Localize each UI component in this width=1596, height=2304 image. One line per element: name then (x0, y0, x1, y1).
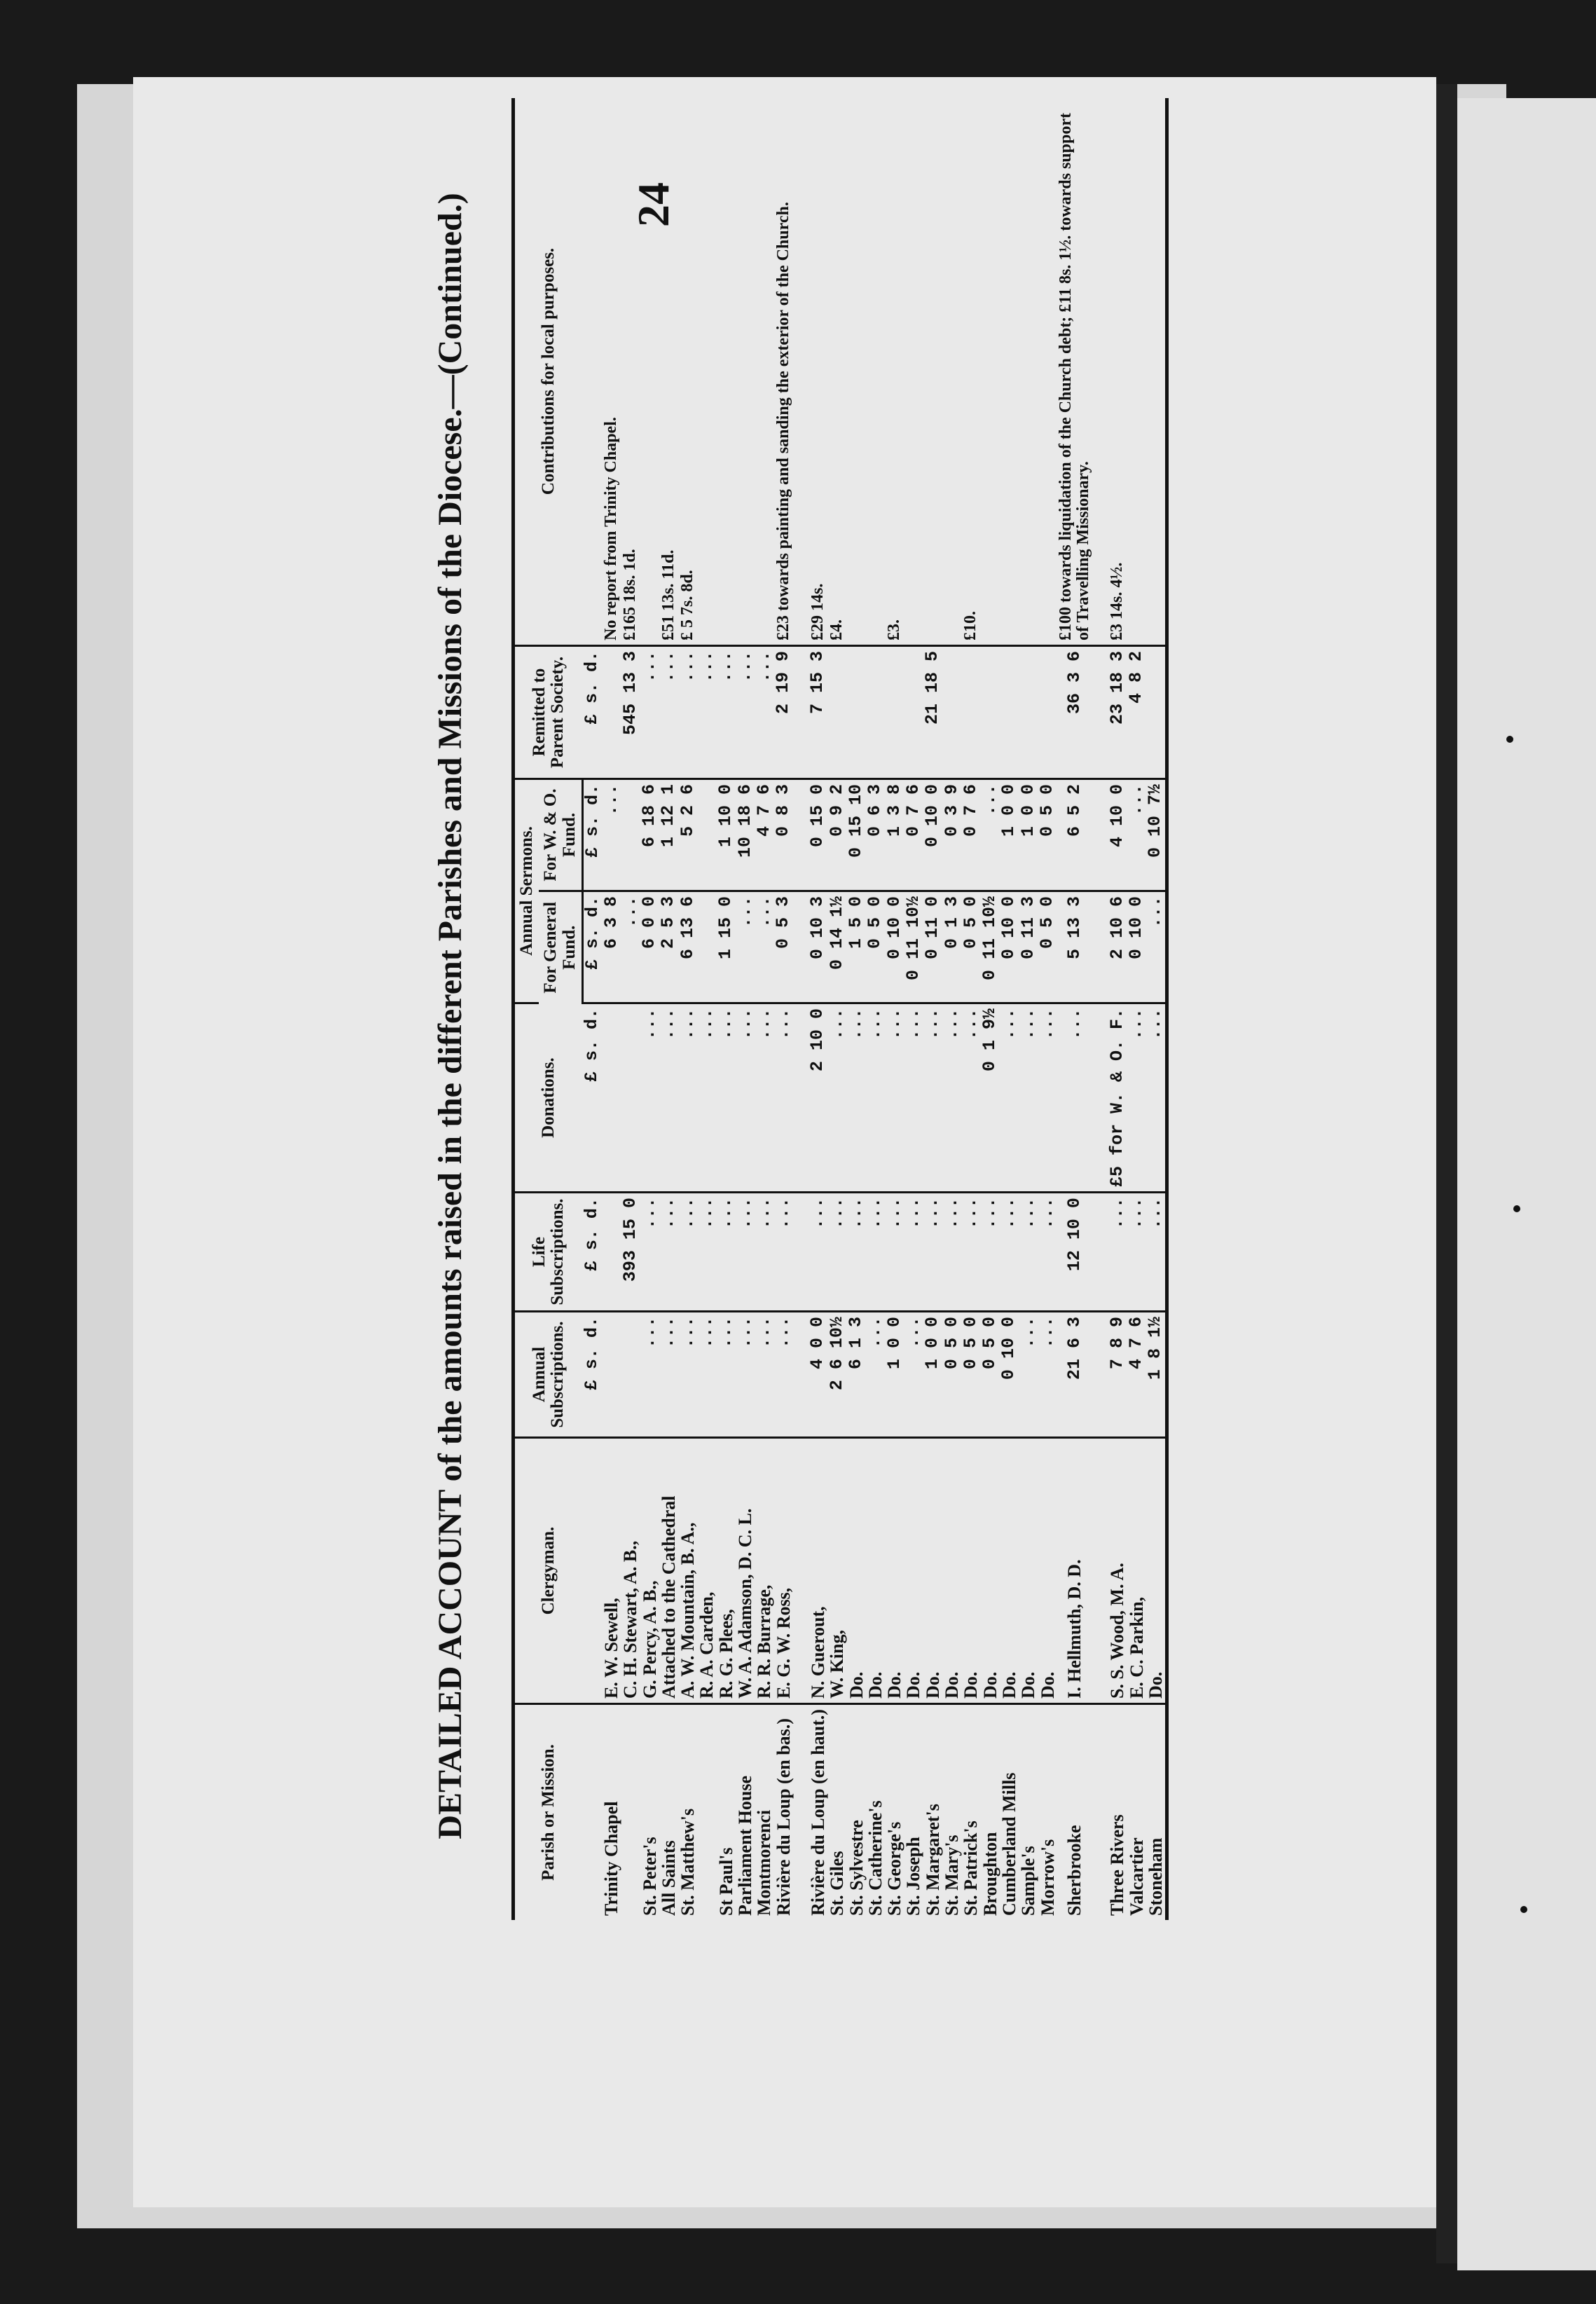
parish-cell: Sample's (1018, 1846, 1039, 1916)
annual-subscription-cell: 2 6 10½ (827, 1312, 846, 1438)
unit-label: £ s. d. (582, 646, 602, 779)
local-purposes-cell: £10. (961, 98, 980, 646)
annual-subscription-cell: ... (904, 1312, 923, 1438)
col-remitted: Remitted to Parent Society. (514, 646, 583, 779)
local-purposes-cell (717, 98, 736, 646)
annual-subscription-cell: ... (659, 1312, 678, 1438)
general-fund-cell: ... (1146, 891, 1167, 1003)
unit-label: £ s. d. (582, 1193, 602, 1312)
general-fund-cell: 0 10 3 (809, 891, 827, 1003)
life-subscription-cell: ... (774, 1193, 793, 1312)
table-row (1127, 98, 1146, 1920)
general-fund-cell: 0 10 0 (1000, 891, 1019, 1003)
remitted-cell (942, 646, 961, 779)
remitted-cell (981, 646, 1000, 779)
general-fund-cell: 0 14 1½ (827, 891, 846, 1003)
table-row (866, 98, 885, 1920)
parish-cell (697, 1704, 716, 1920)
annual-subscription-cell: 0 10 0 (1000, 1312, 1019, 1438)
col-clergyman: Clergyman. (514, 1438, 583, 1704)
table-row (847, 98, 866, 1920)
table-row (1019, 98, 1038, 1920)
general-fund-cell (697, 891, 716, 1003)
general-fund-cell: 1 5 0 (847, 891, 866, 1003)
donation-cell: ... (1000, 1003, 1019, 1193)
remitted-cell: 2 19 9 (774, 646, 793, 779)
wo-fund-cell: 1 0 0 (1019, 779, 1038, 891)
general-fund-cell: 2 10 6 (1108, 891, 1127, 1003)
clergyman-cell: I. Hellmuth, D. D. (1057, 1438, 1092, 1704)
life-subscription-cell: ... (1019, 1193, 1038, 1312)
table-row (1146, 98, 1167, 1920)
general-fund-cell: 0 5 0 (866, 891, 885, 1003)
annual-subscription-cell: ... (774, 1312, 793, 1438)
life-subscription-cell: ... (678, 1193, 697, 1312)
local-purposes-cell: £ 5 7s. 8d. (678, 98, 697, 646)
annual-subscription-cell: 0 5 0 (961, 1312, 980, 1438)
donation-cell: ... (1146, 1003, 1167, 1193)
general-fund-cell: 0 5 0 (961, 891, 980, 1003)
life-subscription-cell: ... (736, 1193, 755, 1312)
wo-fund-cell: ... (602, 779, 621, 891)
parish-cell: Trinity Chapel (601, 1801, 621, 1916)
annual-subscription-cell: ... (866, 1312, 885, 1438)
general-fund-cell: 6 13 6 (678, 891, 697, 1003)
page-heading: DETAILED ACCOUNT of the amounts raised in the different Parishes and Missions of the Diocese.—(Continued.) (432, 193, 469, 1839)
general-fund-cell: 0 11 10½ (904, 891, 923, 1003)
annual-subscription-cell: ... (736, 1312, 755, 1438)
rotated-page-content (259, 98, 1408, 2116)
page-number: 24 (628, 182, 678, 227)
parish-cell (621, 1704, 640, 1920)
table-row (774, 98, 793, 1920)
general-fund-cell: 6 3 8 (602, 891, 621, 1003)
clergyman-cell: Do. (847, 1438, 866, 1704)
table-row (697, 98, 716, 1920)
local-purposes-cell: £23 towards painting and sanding the exterior of the Church. (774, 98, 793, 646)
life-subscription-cell: ... (1108, 1193, 1127, 1312)
local-purposes-cell (847, 98, 866, 646)
clergyman-cell: A. W. Mountain, B. A., (678, 1438, 697, 1704)
clergyman-cell: G. Percy, A. B., (640, 1438, 659, 1704)
col-wo-fund: For W. & O. Fund. (539, 779, 582, 891)
parish-cell: Cumberland Mills (998, 1772, 1019, 1916)
life-subscription-cell: ... (1038, 1193, 1057, 1312)
table-row (904, 98, 923, 1920)
annual-subscription-cell: 1 0 0 (885, 1312, 904, 1438)
remitted-cell (961, 646, 980, 779)
wo-fund-cell: 0 8 3 (774, 779, 793, 891)
wo-fund-cell (621, 779, 640, 891)
parish-cell: St. Mary's (942, 1835, 963, 1916)
donation-cell: ... (697, 1003, 716, 1193)
ink-speck (1513, 1205, 1520, 1212)
annual-subscription-cell: ... (1019, 1312, 1038, 1438)
remitted-cell (1146, 646, 1167, 779)
wo-fund-cell: 0 7 6 (961, 779, 980, 891)
annual-subscription-cell: 0 5 0 (981, 1312, 1000, 1438)
wo-fund-cell: 1 12 1 (659, 779, 678, 891)
life-subscription-cell: ... (1000, 1193, 1019, 1312)
clergyman-cell: R. R. Burrage, (755, 1438, 773, 1704)
unit-label: £ s. d. (582, 1312, 602, 1438)
donation-cell: ... (736, 1003, 755, 1193)
wo-fund-cell: 4 7 6 (755, 779, 773, 891)
wo-fund-cell: 6 5 2 (1057, 779, 1092, 891)
table-row (717, 98, 736, 1920)
book-spine (1436, 84, 1457, 2263)
local-purposes-cell (640, 98, 659, 646)
remitted-cell: ... (659, 646, 678, 779)
remitted-cell: ... (717, 646, 736, 779)
wo-fund-cell: 0 3 9 (942, 779, 961, 891)
parish-cell: Parliament House (735, 1775, 756, 1916)
table-row (923, 98, 942, 1920)
annual-subscription-cell: ... (678, 1312, 697, 1438)
general-fund-cell: 2 5 3 (659, 891, 678, 1003)
life-subscription-cell: ... (697, 1193, 716, 1312)
parish-cell: St. Matthew's (677, 1808, 699, 1916)
wo-fund-cell: 1 0 0 (1000, 779, 1019, 891)
remitted-cell: 545 13 3 (621, 646, 640, 779)
table-row (640, 98, 659, 1920)
general-fund-cell: ... (736, 891, 755, 1003)
remitted-cell: ... (736, 646, 755, 779)
general-fund-cell: 0 1 3 (942, 891, 961, 1003)
annual-subscription-cell: ... (1038, 1312, 1057, 1438)
clergyman-cell: Attached to the Cathedral (659, 1438, 678, 1704)
parish-cell: St. Joseph (903, 1837, 924, 1916)
clergyman-cell: E. C. Parkin, (1127, 1438, 1146, 1704)
remitted-cell: ... (697, 646, 716, 779)
clergyman-cell: Do. (885, 1438, 904, 1704)
general-fund-cell: 0 11 10½ (981, 891, 1000, 1003)
table-row (1108, 98, 1127, 1920)
life-subscription-cell: ... (904, 1193, 923, 1312)
life-subscription-cell: ... (923, 1193, 942, 1312)
local-purposes-cell (942, 98, 961, 646)
local-purposes-cell (1038, 98, 1057, 646)
wo-fund-cell: ... (1127, 779, 1146, 891)
wo-fund-cell: 0 15 0 (809, 779, 827, 891)
table-row (1000, 98, 1019, 1920)
col-annual-sermons: Annual Sermons. (514, 779, 539, 1003)
clergyman-cell: Do. (923, 1438, 942, 1704)
local-purposes-cell (697, 98, 716, 646)
annual-subscription-cell: ... (640, 1312, 659, 1438)
local-purposes-cell (981, 98, 1000, 646)
spacer-row (793, 98, 809, 1920)
remitted-cell (602, 646, 621, 779)
annual-subscription-cell: 1 8 1½ (1146, 1312, 1167, 1438)
parish-cell: St Paul's (715, 1847, 736, 1916)
wo-fund-cell: 0 9 2 (827, 779, 846, 891)
clergyman-cell: E. W. Sewell, (602, 1438, 621, 1704)
annual-subscription-cell: 7 8 9 (1108, 1312, 1127, 1438)
life-subscription-cell: ... (827, 1193, 846, 1312)
remitted-cell: ... (678, 646, 697, 779)
remitted-cell (904, 646, 923, 779)
remitted-cell (1000, 646, 1019, 779)
facing-page (1457, 98, 1596, 2270)
wo-fund-cell: 1 3 8 (885, 779, 904, 891)
life-subscription-cell: ... (981, 1193, 1000, 1312)
clergyman-cell: Do. (981, 1438, 1000, 1704)
clergyman-cell: Do. (1000, 1438, 1019, 1704)
wo-fund-cell: ... (981, 779, 1000, 891)
local-purposes-cell: £29 14s. (809, 98, 827, 646)
life-subscription-cell (602, 1193, 621, 1312)
donation-cell: ... (847, 1003, 866, 1193)
annual-subscription-cell: ... (755, 1312, 773, 1438)
table-row (942, 98, 961, 1920)
local-purposes-cell (1127, 98, 1146, 646)
life-subscription-cell: ... (885, 1193, 904, 1312)
local-purposes-cell (1019, 98, 1038, 646)
donation-cell: ... (717, 1003, 736, 1193)
annual-subscription-cell (621, 1312, 640, 1438)
local-purposes-cell (1146, 98, 1167, 646)
local-purposes-cell: No report from Trinity Chapel. (602, 98, 621, 646)
parish-cell: Morrow's (1037, 1839, 1058, 1916)
col-donations: Donations. (514, 1003, 583, 1193)
annual-subscription-cell: 21 6 3 (1057, 1312, 1092, 1438)
table-row (981, 98, 1000, 1920)
life-subscription-cell: 393 15 0 (621, 1193, 640, 1312)
account-table (511, 98, 1169, 1920)
parish-cell: Montmorenci (754, 1809, 775, 1916)
remitted-cell: 4 8 2 (1127, 646, 1146, 779)
local-purposes-cell: £100 towards liquidation of the Church debt; £11 8s. 1½. towards support of Travelling Missionary. (1057, 98, 1092, 646)
remitted-cell (847, 646, 866, 779)
annual-subscription-cell: ... (717, 1312, 736, 1438)
wo-fund-cell: 0 15 10 (847, 779, 866, 891)
annual-subscription-cell: 1 0 0 (923, 1312, 942, 1438)
remitted-cell: 36 3 6 (1057, 646, 1092, 779)
local-purposes-cell: £3. (885, 98, 904, 646)
annual-subscription-cell: 0 5 0 (942, 1312, 961, 1438)
table-row (809, 98, 827, 1920)
table-row (1038, 98, 1057, 1920)
parish-cell: All Saints (658, 1840, 679, 1916)
col-life-subscriptions: Life Subscriptions. (514, 1193, 583, 1312)
clergyman-cell: N. Guerout, (809, 1438, 827, 1704)
remitted-cell: 7 15 3 (809, 646, 827, 779)
table-row (961, 98, 980, 1920)
local-purposes-cell (1000, 98, 1019, 646)
clergyman-cell: Do. (866, 1438, 885, 1704)
donation-cell: ... (923, 1003, 942, 1193)
general-fund-cell: 0 11 3 (1019, 891, 1038, 1003)
parish-cell: Broughton (979, 1832, 1000, 1916)
donation-cell (602, 1003, 621, 1193)
general-fund-cell: 0 5 3 (774, 891, 793, 1003)
parish-cell: St. Sylvestre (846, 1820, 867, 1916)
parish-cell: Three Rivers (1107, 1814, 1128, 1916)
life-subscription-cell: ... (1127, 1193, 1146, 1312)
annual-subscription-cell: 4 7 6 (1127, 1312, 1146, 1438)
donation-cell: ... (827, 1003, 846, 1193)
donation-cell: ... (774, 1003, 793, 1193)
general-fund-cell: 0 5 0 (1038, 891, 1057, 1003)
wo-fund-cell: 0 7 6 (904, 779, 923, 891)
unit-row (582, 98, 602, 1920)
clergyman-cell: S. S. Wood, M. A. (1108, 1438, 1127, 1704)
remitted-cell (1019, 646, 1038, 779)
parish-cell: Rivière du Loup (en bas.) (773, 1718, 794, 1916)
general-fund-cell: 6 0 0 (640, 891, 659, 1003)
life-subscription-cell: ... (640, 1193, 659, 1312)
life-subscription-cell: 12 10 0 (1057, 1193, 1092, 1312)
donation-cell: ... (866, 1003, 885, 1193)
life-subscription-cell: ... (942, 1193, 961, 1312)
life-subscription-cell: ... (809, 1193, 827, 1312)
ink-speck (1520, 1906, 1527, 1913)
spacer-row (1092, 98, 1108, 1920)
donation-cell: ... (678, 1003, 697, 1193)
remitted-cell (866, 646, 885, 779)
wo-fund-cell: 1 10 0 (717, 779, 736, 891)
parish-cell: Rivière du Loup (en haut.) (807, 1709, 828, 1916)
life-subscription-cell: ... (1146, 1193, 1167, 1312)
parish-cell: Stoneham (1146, 1704, 1167, 1920)
unit-label: £ s. d. (582, 779, 602, 891)
table-row (885, 98, 904, 1920)
wo-fund-cell: 10 18 6 (736, 779, 755, 891)
clergyman-cell: E. G. W. Ross, (774, 1438, 793, 1704)
donation-cell: ... (961, 1003, 980, 1193)
donation-cell: ... (1019, 1003, 1038, 1193)
donation-cell: £5 for W. & O. F. (1108, 1003, 1127, 1193)
wo-fund-cell: 0 10 7½ (1146, 779, 1167, 891)
col-general-fund: For General Fund. (539, 891, 582, 1003)
wo-fund-cell: 0 10 0 (923, 779, 942, 891)
life-subscription-cell: ... (961, 1193, 980, 1312)
donation-cell: ... (640, 1003, 659, 1193)
account-table-wrapper (511, 98, 1408, 1920)
annual-subscription-cell: ... (697, 1312, 716, 1438)
remitted-cell (827, 646, 846, 779)
unit-label: £ s. d. (582, 1003, 602, 1193)
wo-fund-cell: 6 18 6 (640, 779, 659, 891)
clergyman-cell: Do. (961, 1438, 980, 1704)
clergyman-cell: R. G. Plees, (717, 1438, 736, 1704)
col-parish: Parish or Mission. (514, 1704, 583, 1920)
general-fund-cell: 0 11 0 (923, 891, 942, 1003)
donation-cell: ... (659, 1003, 678, 1193)
local-purposes-cell: £51 13s. 11d. (659, 98, 678, 646)
clergyman-cell: Do. (942, 1438, 961, 1704)
general-fund-cell: 5 13 3 (1057, 891, 1092, 1003)
donation-cell: ... (1038, 1003, 1057, 1193)
parish-cell: St. Catherine's (865, 1800, 886, 1916)
local-purposes-cell: £165 18s. 1d. (621, 98, 640, 646)
donation-cell: ... (1127, 1003, 1146, 1193)
donation-cell (621, 1003, 640, 1193)
life-subscription-cell: ... (755, 1193, 773, 1312)
parish-cell: Valcartier (1126, 1837, 1147, 1916)
table-row (827, 98, 846, 1920)
parish-cell: St. Patrick's (961, 1820, 982, 1916)
local-purposes-cell (923, 98, 942, 646)
wo-fund-cell (697, 779, 716, 891)
general-fund-cell: ... (755, 891, 773, 1003)
general-fund-cell: ... (621, 891, 640, 1003)
donation-cell: ... (942, 1003, 961, 1193)
life-subscription-cell: ... (866, 1193, 885, 1312)
local-purposes-cell (736, 98, 755, 646)
table-row (602, 98, 621, 1920)
local-purposes-cell (866, 98, 885, 646)
table-row (678, 98, 697, 1920)
local-purposes-cell (904, 98, 923, 646)
donation-cell: 0 1 9½ (981, 1003, 1000, 1193)
clergyman-cell: W. King, (827, 1438, 846, 1704)
donation-cell: ... (1057, 1003, 1092, 1193)
clergyman-cell: Do. (1019, 1438, 1038, 1704)
parish-cell: St. Giles (827, 1851, 848, 1916)
annual-subscription-cell: 4 0 0 (809, 1312, 827, 1438)
donation-cell: ... (885, 1003, 904, 1193)
local-purposes-cell (755, 98, 773, 646)
table-row (736, 98, 755, 1920)
life-subscription-cell: ... (717, 1193, 736, 1312)
wo-fund-cell: 4 10 0 (1108, 779, 1127, 891)
remitted-cell: 21 18 5 (923, 646, 942, 779)
remitted-cell (885, 646, 904, 779)
parish-cell: Sherbrooke (1064, 1825, 1085, 1916)
clergyman-cell: R. A. Carden, (697, 1438, 716, 1704)
clergyman-cell: W. A. Adamson, D. C. L. (736, 1438, 755, 1704)
wo-fund-cell: 0 6 3 (866, 779, 885, 891)
parish-cell: St. Margaret's (922, 1804, 943, 1916)
donation-cell: ... (904, 1003, 923, 1193)
donation-cell: ... (755, 1003, 773, 1193)
general-fund-cell: 0 10 0 (1127, 891, 1146, 1003)
wo-fund-cell: 0 5 0 (1038, 779, 1057, 891)
parish-cell: St. George's (884, 1821, 905, 1916)
wo-fund-cell: 5 2 6 (678, 779, 697, 891)
table-row (1057, 98, 1092, 1920)
remitted-cell (1038, 646, 1057, 779)
local-purposes-cell: £3 14s. 4½. (1108, 98, 1127, 646)
life-subscription-cell: ... (659, 1193, 678, 1312)
general-fund-cell: 0 10 0 (885, 891, 904, 1003)
clergyman-cell: Do. (1038, 1438, 1057, 1704)
donation-cell: 2 10 0 (809, 1003, 827, 1193)
remitted-cell: ... (640, 646, 659, 779)
annual-subscription-cell: 6 1 3 (847, 1312, 866, 1438)
col-annual-subscriptions: Annual Subscriptions. (514, 1312, 583, 1438)
parish-cell: St. Peter's (639, 1837, 660, 1916)
life-subscription-cell: ... (847, 1193, 866, 1312)
clergyman-cell: C. H. Stewart, A. B., (621, 1438, 640, 1704)
annual-subscription-cell (602, 1312, 621, 1438)
clergyman-cell: Do. (904, 1438, 923, 1704)
unit-label: £ s. d. (582, 891, 602, 1003)
local-purposes-cell: £4. (827, 98, 846, 646)
table-row (659, 98, 678, 1920)
clergyman-cell: Do. (1146, 1438, 1167, 1704)
remitted-cell: ... (755, 646, 773, 779)
col-local-purposes: Contributions for local purposes. (514, 98, 583, 646)
ink-speck (1506, 736, 1513, 743)
table-row (755, 98, 773, 1920)
remitted-cell: 23 18 3 (1108, 646, 1127, 779)
general-fund-cell: 1 15 0 (717, 891, 736, 1003)
table-row (621, 98, 640, 1920)
